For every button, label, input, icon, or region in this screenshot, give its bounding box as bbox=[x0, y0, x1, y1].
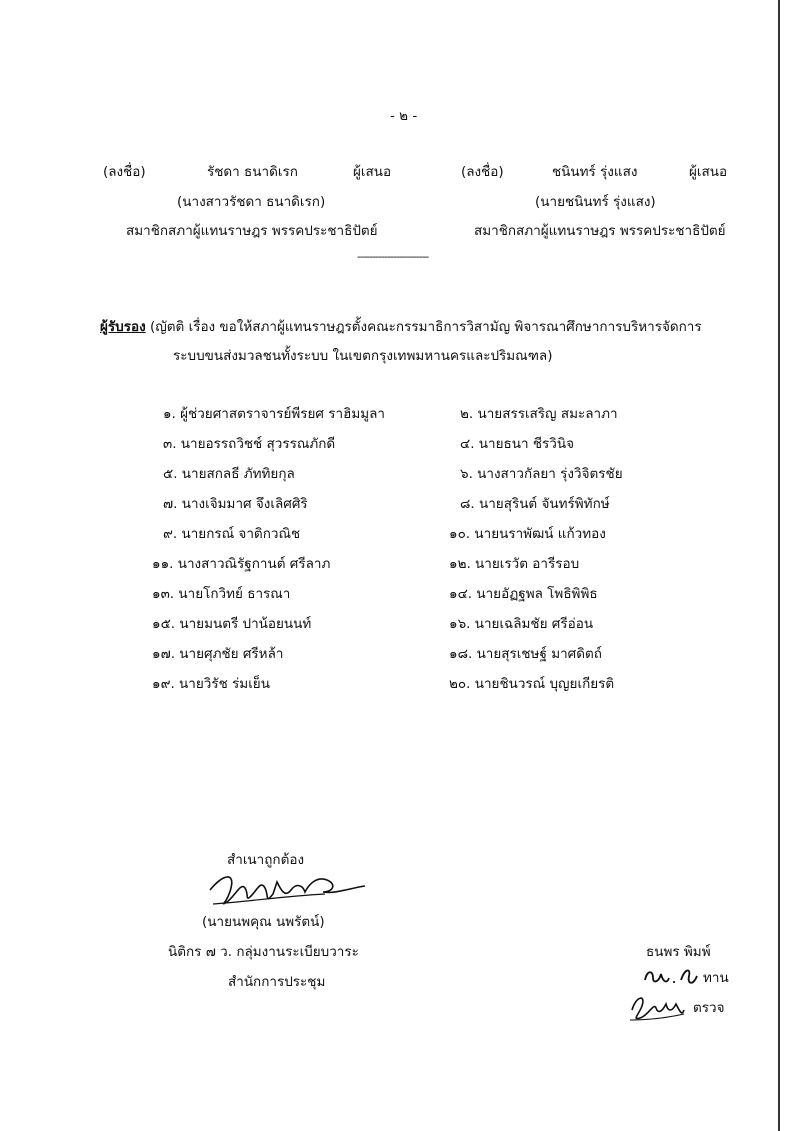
proposer-2-role: ผู้เสนอ bbox=[689, 164, 728, 180]
proposer-2-full-name: (นายชนินทร์ รุ่งแสง) bbox=[535, 194, 656, 210]
motion-line-1: (ญัตติ เรื่อง ขอให้สภาผู้แทนราษฎรตั้งคณะกรรมาธิการวิสามัญ พิจารณาศึกษาการบริหารจัดการ bbox=[149, 319, 702, 335]
motion-line-2: ระบบขนส่งมวลชนทั้งระบบ ในเขตกรุงเทพมหานครและปริมณฑล) bbox=[173, 348, 553, 364]
endorser-item: ๙. นายกรณ์ จาติกวณิช bbox=[163, 526, 301, 542]
endorser-item: ๑. ผู้ช่วยศาสตราจารย์พีรยศ ราฮิมมูลา bbox=[163, 406, 385, 422]
endorser-item: ๑๙. นายวิรัช ร่มเย็น bbox=[152, 676, 270, 692]
endorser-item: ๔. นายธนา ชีรวินิจ bbox=[460, 436, 574, 452]
proposer-2-position: สมาชิกสภาผู้แทนราษฎร พรรคประชาธิปัตย์ bbox=[474, 223, 726, 239]
endorser-item: ๑๖. นายเฉลิมชัย ศรีอ่อน bbox=[449, 616, 594, 632]
section-divider: ------------------------ bbox=[357, 250, 429, 263]
proposer-1-signature: รัชดา ธนาดิเรก bbox=[207, 164, 298, 180]
endorsers-heading-line bbox=[100, 315, 702, 337]
endorser-item: ๑๗. นายศุภชัย ศรีหล้า bbox=[152, 646, 284, 662]
certification-label: สำเนาถูกต้อง bbox=[227, 852, 305, 868]
proposer-1-sign-prefix: (ลงชื่อ) bbox=[103, 164, 146, 180]
endorsers-heading: ผู้รับรอง bbox=[100, 319, 146, 335]
page-number: - ๒ - bbox=[390, 108, 418, 124]
endorser-item: ๓. นายอรรถวิชช์ สุวรรณภักดี bbox=[163, 436, 336, 452]
endorser-item: ๒. นายสรรเสริญ สมะลาภา bbox=[460, 406, 618, 422]
check-label: ตรวจ bbox=[693, 1000, 725, 1016]
certifier-name: (นายนพคุณ นพรัตน์) bbox=[202, 914, 325, 930]
certifier-title: นิติกร ๗ ว. กลุ่มงานระเบียบวาระ bbox=[168, 944, 359, 960]
proposer-2-sign-prefix: (ลงชื่อ) bbox=[461, 164, 504, 180]
endorser-item: ๗. นางเจิมมาศ จึงเลิศศิริ bbox=[163, 496, 308, 512]
proposer-2-signature: ชนินทร์ รุ่งแสง bbox=[552, 164, 638, 180]
endorser-item: ๑๒. นายเรวัต อารีรอบ bbox=[449, 556, 580, 572]
certifier-office: สำนักการประชุม bbox=[228, 974, 326, 990]
endorser-item: ๕. นายสกลธี ภัททิยกุล bbox=[163, 466, 295, 482]
endorser-item: ๑๑. นางสาวณิรัฐกานต์ ศรีลาภ bbox=[152, 556, 331, 572]
proof-label: ทาน bbox=[703, 970, 729, 986]
endorser-item: ๖. นางสาวกัลยา รุ่งวิจิตรชัย bbox=[460, 466, 623, 482]
endorser-item: ๘. นายสุรินต์ จันทร์พิทักษ์ bbox=[460, 496, 610, 512]
proposer-1-full-name: (นางสาวรัชดา ธนาดิเรก) bbox=[177, 194, 326, 210]
certifier-signature-icon bbox=[205, 862, 370, 912]
typist-name: ธนพร พิมพ์ bbox=[646, 944, 711, 960]
endorser-item: ๑๘. นายสุรเชษฐ์ มาศดิตถ์ bbox=[449, 646, 602, 662]
endorser-item: ๑๔. นายอัฏฐพล โพธิพิพิธ bbox=[449, 586, 598, 602]
proposer-1-role: ผู้เสนอ bbox=[353, 164, 392, 180]
endorser-item: ๒๐. นายชินวรณ์ บุญยเกียรติ bbox=[449, 676, 615, 692]
endorser-item: ๑๕. นายมนตรี ปาน้อยนนท์ bbox=[152, 616, 312, 632]
endorser-item: ๑๓. นายโกวิทย์ ธารณา bbox=[152, 586, 291, 602]
endorser-item: ๑๐. นายนราพัฒน์ แก้วทอง bbox=[449, 526, 606, 542]
proofreader-initials-icon bbox=[641, 962, 701, 990]
checker-initials-icon bbox=[626, 990, 688, 1024]
proposer-1-position: สมาชิกสภาผู้แทนราษฎร พรรคประชาธิปัตย์ bbox=[126, 223, 378, 239]
